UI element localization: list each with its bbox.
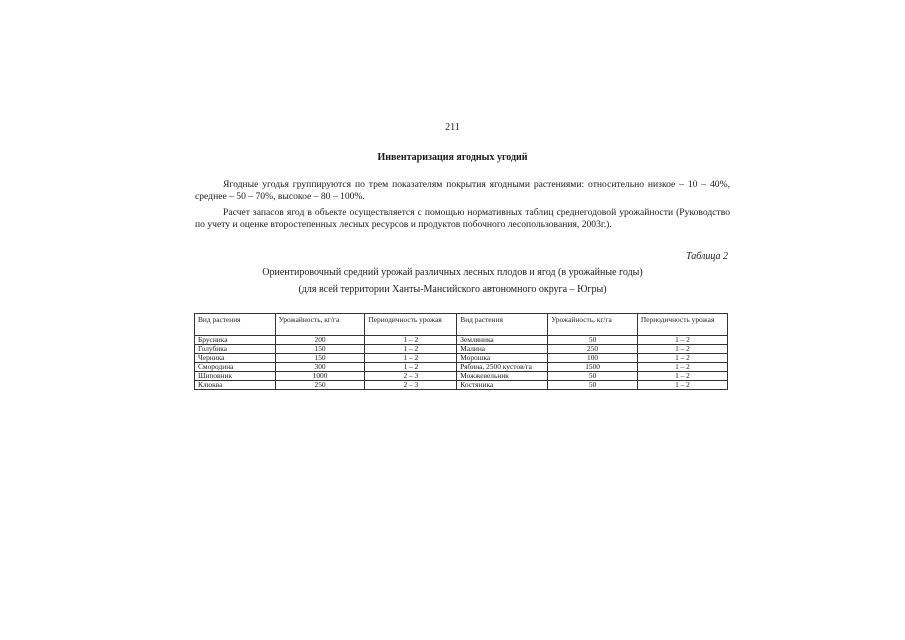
page-number: 211 bbox=[445, 122, 460, 133]
plant-cell: Рябина, 2500 кустов/га bbox=[457, 363, 548, 372]
table-caption-line2: (для всей территории Ханты-Мансийского автономного округа – Югры) bbox=[298, 284, 607, 295]
plant-cell: Костяника bbox=[457, 381, 548, 390]
table-number: Таблица 2 bbox=[686, 251, 728, 262]
period-cell: 1 – 2 bbox=[637, 345, 727, 354]
period-cell: 1 – 2 bbox=[637, 381, 727, 390]
header-period-right: Периодичность урожая bbox=[637, 314, 727, 336]
plant-cell: Можжевельник bbox=[457, 372, 548, 381]
plant-cell: Морошка bbox=[457, 354, 548, 363]
yield-cell: 150 bbox=[275, 345, 365, 354]
period-cell: 2 – 3 bbox=[365, 372, 457, 381]
header-period-left: Периодичность урожая bbox=[365, 314, 457, 336]
plant-cell: Земляника bbox=[457, 336, 548, 345]
period-cell: 1 – 2 bbox=[365, 345, 457, 354]
yield-cell: 300 bbox=[275, 363, 365, 372]
table-caption-line1: Ориентировочный средний урожай различных лесных плодов и ягод (в урожайные годы) bbox=[262, 267, 643, 278]
yield-cell: 200 bbox=[275, 336, 365, 345]
header-plant-left: Вид растения bbox=[195, 314, 276, 336]
plant-cell: Шиповник bbox=[195, 372, 276, 381]
paragraph-stock-calculation: Расчет запасов ягод в объекте осуществляется с помощью нормативных таблиц среднегодовой урожайности (Руководство по учету и оценке второстепенных лесных ресурсов и продуктов побочного лесопользования, 2003г.). bbox=[195, 207, 730, 230]
period-cell: 1 – 2 bbox=[365, 336, 457, 345]
period-cell: 1 – 2 bbox=[637, 354, 727, 363]
period-cell: 1 – 2 bbox=[365, 363, 457, 372]
yield-cell: 1500 bbox=[548, 363, 638, 372]
table-header-row bbox=[195, 314, 728, 336]
yield-cell: 250 bbox=[275, 381, 365, 390]
plant-cell: Смородина bbox=[195, 363, 276, 372]
plant-cell: Клюква bbox=[195, 381, 276, 390]
plant-cell: Голубика bbox=[195, 345, 276, 354]
table-row bbox=[195, 381, 728, 390]
yield-cell: 250 bbox=[548, 345, 638, 354]
plant-cell: Малина bbox=[457, 345, 548, 354]
yield-cell: 100 bbox=[548, 354, 638, 363]
yield-cell: 50 bbox=[548, 372, 638, 381]
header-plant-right: Вид растения bbox=[457, 314, 548, 336]
period-cell: 1 – 2 bbox=[637, 372, 727, 381]
yield-table bbox=[194, 313, 728, 390]
plant-cell: Брусника bbox=[195, 336, 276, 345]
plant-cell: Черника bbox=[195, 354, 276, 363]
period-cell: 1 – 2 bbox=[637, 336, 727, 345]
section-title: Инвентаризация ягодных угодий bbox=[377, 152, 528, 163]
paragraph-coverage-groups: Ягодные угодья группируются по трем показателям покрытия ягодными растениями: относительно низкое – 10 – 40%, среднее – 50 – 70%, высокое – 80 – 100%. bbox=[195, 179, 730, 202]
header-yield-right: Урожайность, кг/га bbox=[548, 314, 638, 336]
period-cell: 2 – 3 bbox=[365, 381, 457, 390]
header-yield-left: Урожайность, кг/га bbox=[275, 314, 365, 336]
yield-cell: 50 bbox=[548, 381, 638, 390]
yield-cell: 1000 bbox=[275, 372, 365, 381]
yield-cell: 50 bbox=[548, 336, 638, 345]
period-cell: 1 – 2 bbox=[365, 354, 457, 363]
yield-cell: 150 bbox=[275, 354, 365, 363]
period-cell: 1 – 2 bbox=[637, 363, 727, 372]
